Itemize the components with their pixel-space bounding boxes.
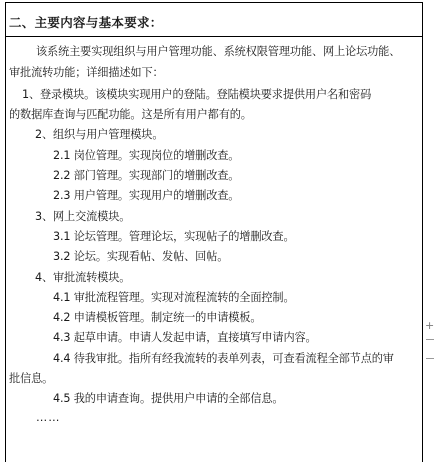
- row-boundary-marker: [426, 339, 434, 340]
- module-4-item-4-line-2: 批信息。: [9, 372, 54, 385]
- section-heading: 二、主要内容与基本要求：: [9, 15, 163, 30]
- module-1-line-2: 的数据库查询与匹配功能。这是所有用户都有的。: [9, 108, 252, 121]
- row-boundary-marker: [426, 358, 434, 359]
- module-4-item-4-line-1: 4.4 待我审批。指所有经我流转的表单列表，可查看流程全部节点的审: [53, 352, 394, 365]
- intro-line-2: 审批流转功能；详细描述如下：: [9, 66, 164, 79]
- table-add-row-icon[interactable]: +: [425, 319, 434, 332]
- intro-line-1: 该系统主要实现组织与用户管理功能、系统权限管理功能、网上论坛功能、: [36, 45, 401, 58]
- module-4-item-2: 4.2 申请模板管理。制定统一的申请模板。: [53, 311, 262, 324]
- module-3-item-2: 3.2 论坛。实现看帖、发帖、回帖。: [53, 250, 229, 263]
- module-3-item-1: 3.1 论坛管理。管理论坛，实现帖子的增删改查。: [53, 230, 295, 243]
- section-heading-row: [6, 3, 422, 37]
- module-3-title: 3、网上交流模块。: [35, 210, 131, 223]
- module-2-item-1: 2.1 岗位管理。实现岗位的增删改查。: [53, 149, 240, 162]
- module-4-item-1: 4.1 审批流程管理。实现对流程流转的全面控制。: [53, 291, 295, 304]
- module-2-title: 2、组织与用户管理模块。: [35, 128, 164, 141]
- module-2-item-3: 2.3 用户管理。实现用户的增删改查。: [53, 189, 240, 202]
- module-1-line-1: 1、登录模块。该模块实现用户的登陆。登陆模块要求提供用户名和密码: [22, 88, 372, 101]
- module-4-item-3: 4.3 起草申请。申请人发起申请，直接填写申请内容。: [53, 331, 317, 344]
- module-4-item-5: 4.5 我的申请查询。提供用户申请的全部信息。: [53, 392, 284, 405]
- continuation-ellipsis: ……: [36, 411, 61, 424]
- module-4-title: 4、审批流转模块。: [35, 271, 131, 284]
- module-2-item-2: 2.2 部门管理。实现部门的增删改查。: [53, 169, 240, 182]
- document-table-cell: [5, 2, 423, 462]
